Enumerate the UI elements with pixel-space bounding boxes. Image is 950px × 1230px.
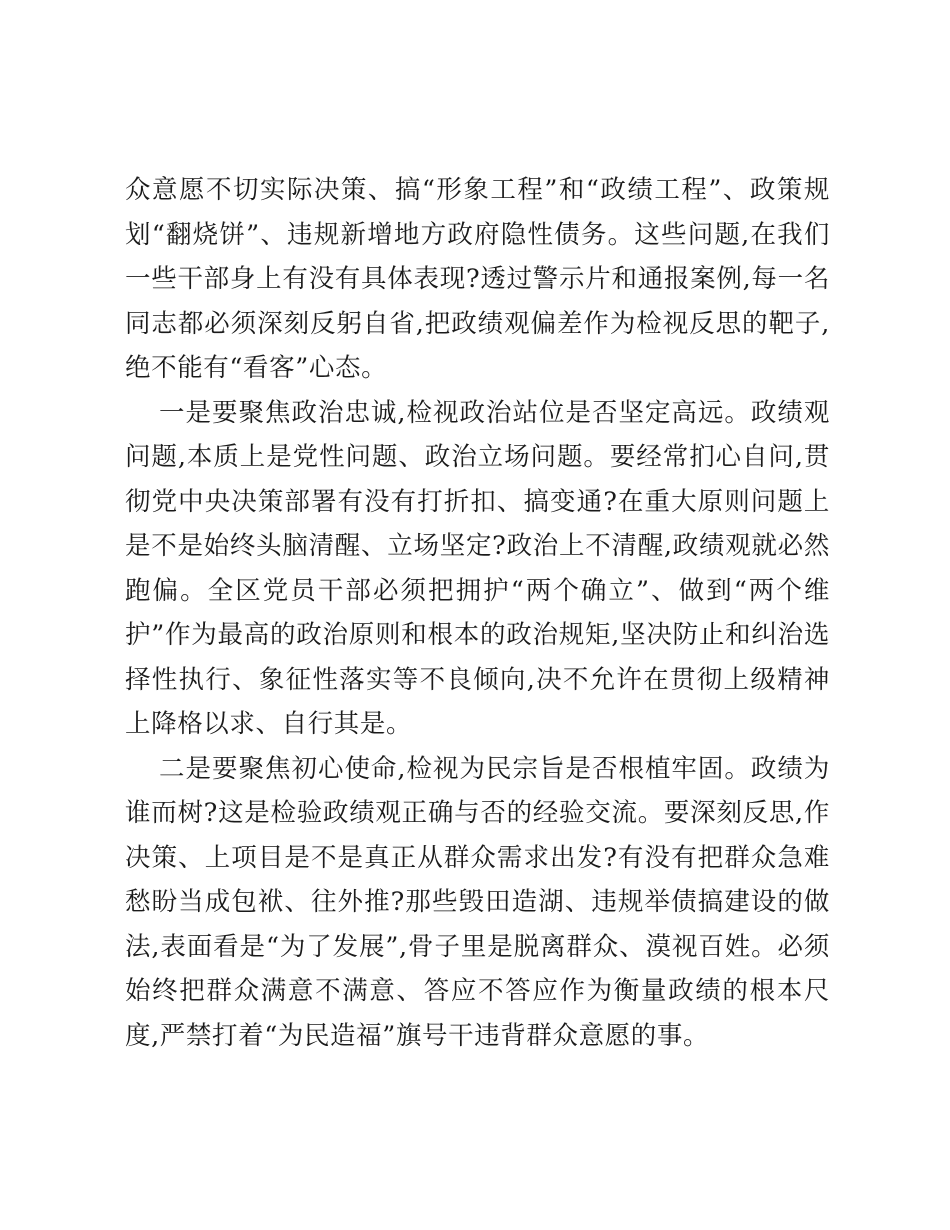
document-body [125, 168, 830, 1058]
paragraph-continuation: 众意愿不切实际决策、搞“形象工程”和“政绩工程”、政策规划“翻烧饼”、违规新增地方政府隐性债务。这些问题,在我们一些干部身上有没有具体表现?透过警示片和通报案例,每一名同志都必须深刻反躬自省,把政绩观偏差作为检视反思的靶子,绝不能有“看客”心态。 [125, 175, 830, 383]
paragraph-political-loyalty: 一是要聚焦政治忠诚,检视政治站位是否坚定高远。政绩观问题,本质上是党性问题、政治立场问题。要经常扪心自问,贯彻党中央决策部署有没有打折扣、搞变通?在重大原则问题上是不是始终头脑清醒、立场坚定?政治上不清醒,政绩观就必然跑偏。全区党员干部必须把拥护“两个确立”、做到“两个维护”作为最高的政治原则和根本的政治规矩,坚决防止和纠治选择性执行、象征性落实等不良倾向,决不允许在贯彻上级精神上降格以求、自行其是。 [125, 397, 830, 739]
paragraph-original-mission: 二是要聚焦初心使命,检视为民宗旨是否根植牢固。政绩为谁而树?这是检验政绩观正确与否的经验交流。要深刻反思,作决策、上项目是不是真正从群众需求出发?有没有把群众急难愁盼当成包袱、往外推?那些毁田造湖、违规举债搞建设的做法,表面看是“为了发展”,骨子里是脱离群众、漠视百姓。必须始终把群众满意不满意、答应不答应作为衡量政绩的根本尺度,严禁打着“为民造福”旗号干违背群众意愿的事。 [125, 753, 830, 1051]
